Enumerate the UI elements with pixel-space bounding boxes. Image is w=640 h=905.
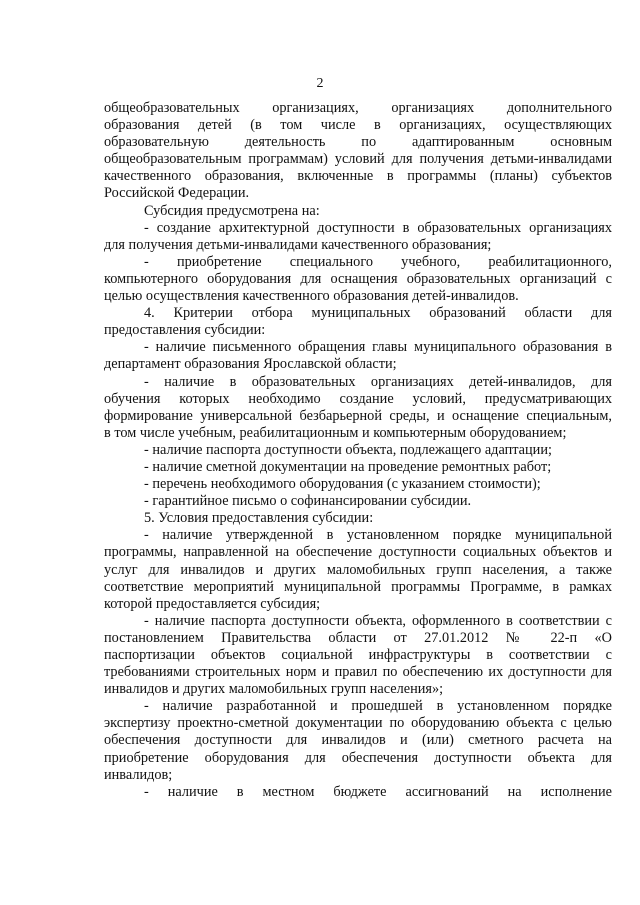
paragraph <box>104 220 612 254</box>
text-line: инвалидов и других маломобильных групп населения»; <box>104 681 444 698</box>
text-line: экспертизу проектно-сметной документации по оборудованию объекта с целью <box>104 715 612 732</box>
paragraph <box>104 100 612 203</box>
text-line: предоставления субсидии: <box>104 322 266 339</box>
text-line: обучения которых необходимо создание условий, предусматривающих <box>104 390 612 407</box>
text-line: инвалидов; <box>104 766 173 783</box>
text-line: - наличие утвержденной в установленном порядке муниципальной <box>144 527 612 544</box>
text-line: - наличие в местном бюджете ассигнований на исполнение <box>144 783 612 800</box>
paragraph <box>104 203 612 220</box>
paragraph <box>104 442 612 459</box>
text-line: 4. Критерии отбора муниципальных образований области для <box>144 305 612 322</box>
text-line: приобретение оборудования для обеспечения доступности объекта для <box>104 749 612 766</box>
text-line: - гарантийное письмо о софинансировании субсидии. <box>144 493 472 510</box>
paragraph <box>104 698 612 783</box>
text-line: Субсидия предусмотрена на: <box>144 202 320 219</box>
paragraph <box>104 784 612 801</box>
text-line: - наличие паспорта доступности объекта, оформленного в соответствии с <box>144 612 612 629</box>
text-line: качественного образования, включенные в программы (планы) субъектов <box>104 168 612 185</box>
text-line: требованиями строительных норм и правил по обеспечению их доступности для <box>104 664 612 681</box>
text-line: - приобретение специального учебного, реабилитационного, <box>144 253 612 270</box>
text-line: образования детей (в том числе в организациях, осуществляющих <box>104 117 612 134</box>
text-line: паспортизации объектов социальной инфраструктуры в соответствии с <box>104 647 612 663</box>
text-line: целью осуществления качественного образования детей-инвалидов. <box>104 288 519 305</box>
text-line: обеспечения доступности для инвалидов и (или) сметного расчета на <box>104 732 612 749</box>
paragraph <box>104 493 612 510</box>
text-line: программы, направленной на обеспечение доступности социальных объектов и <box>104 544 612 561</box>
text-line: - наличие паспорта доступности объекта, подлежащего адаптации; <box>144 441 552 458</box>
paragraph <box>104 613 612 698</box>
text-line: постановлением Правительства области от 27.01.2012 № 22-п «О <box>104 629 612 646</box>
text-line: 5. Условия предоставления субсидии: <box>144 510 374 527</box>
text-line: общеобразовательным программам) условий для получения детьми-инвалидами <box>104 151 612 168</box>
text-line: образовательную деятельность по адаптированным основным <box>104 134 612 151</box>
text-line: департамент образования Ярославской области; <box>104 356 397 373</box>
text-line: - наличие письменного обращения главы муниципального образования в <box>144 339 612 356</box>
text-line: которой предоставляется субсидия; <box>104 595 321 612</box>
text-line: соответствие мероприятий муниципальной программы Программе, в рамках <box>104 578 612 595</box>
text-line: в том числе учебным, реабилитационным и компьютерным оборудованием; <box>104 424 567 441</box>
text-line: Российской Федерации. <box>104 185 250 202</box>
paragraph <box>104 254 612 305</box>
paragraph <box>104 527 612 612</box>
text-line: - перечень необходимого оборудования (с указанием стоимости); <box>144 476 541 493</box>
text-line: для получения детьми-инвалидами качественного образования; <box>104 236 492 253</box>
text-line: общеобразовательных организациях, организациях дополнительного <box>104 100 612 116</box>
text-line: - создание архитектурной доступности в образовательных организациях <box>144 219 612 236</box>
text-line: - наличие разработанной и прошедшей в установленном порядке <box>144 698 612 715</box>
paragraph <box>104 459 612 476</box>
text-line: формирование универсальной безбарьерной среды, и оснащение специальным, <box>104 407 612 424</box>
paragraph <box>104 339 612 373</box>
paragraph <box>104 305 612 339</box>
paragraph <box>104 510 612 527</box>
page-number: 2 <box>316 76 324 91</box>
text-line: услуг для инвалидов и других маломобильных групп населения, а также <box>104 561 612 578</box>
paragraph <box>104 476 612 493</box>
text-line: компьютерного оборудования для оснащения образовательных организаций с <box>104 270 612 287</box>
document-body <box>104 100 612 801</box>
text-line: - наличие в образовательных организациях детей-инвалидов, для <box>144 373 612 390</box>
text-line: - наличие сметной документации на проведение ремонтных работ; <box>144 458 552 475</box>
paragraph <box>104 374 612 442</box>
